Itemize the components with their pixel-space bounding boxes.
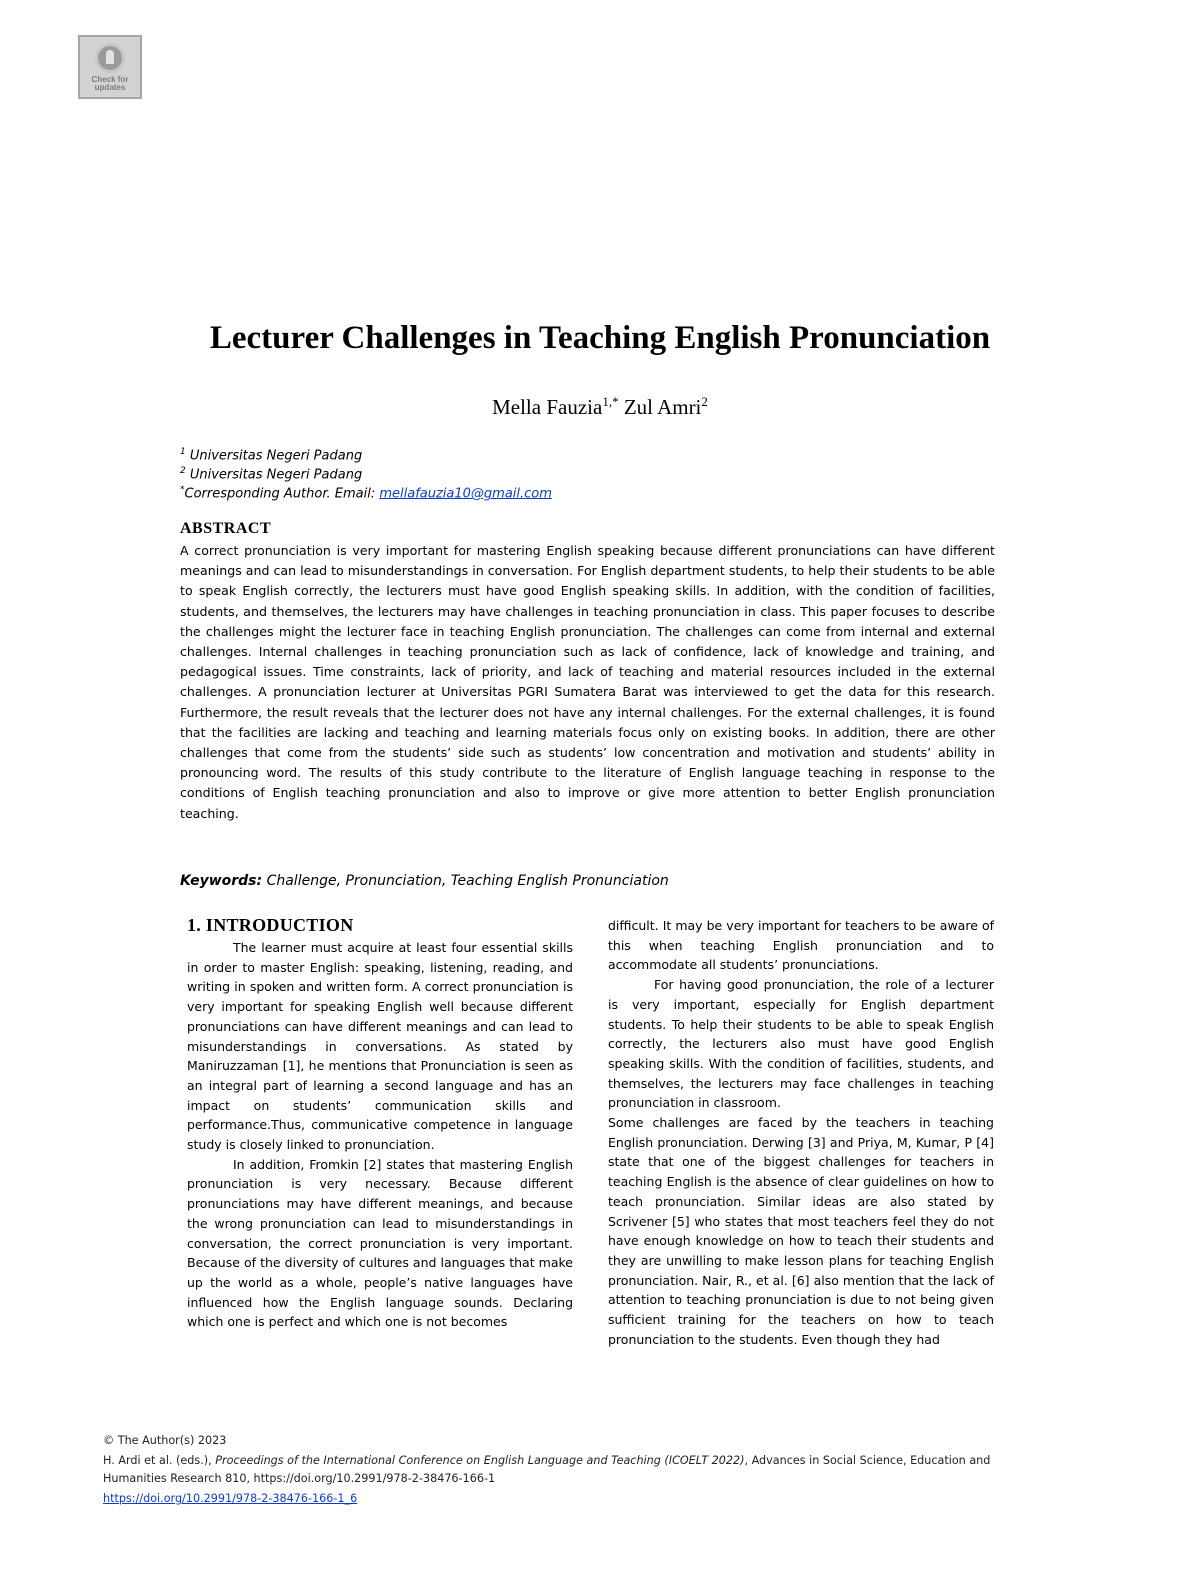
footer-copyright: © The Author(s) 2023 bbox=[103, 1434, 227, 1447]
corresponding-email-link[interactable]: mellafauzia10@gmail.com bbox=[379, 486, 552, 502]
intro-paragraph-1: The learner must acquire at least four essential skills in order to master English: speaking, listening, reading, and writing in spoken and written form. A correct pronunciation is very important for speaking English well because different pronunciations can have different meanings and can lead to misunderstandings in conversations. As stated by Maniruzzaman [1], he mentions that Pronunciation is seen as an integral part of learning a second language and has an impact on students’ communication skills and performance.Thus, communicative competence in language study is closely linked to pronunciation. bbox=[187, 940, 573, 1153]
left-column bbox=[187, 938, 573, 1332]
badge-line-1: Check for bbox=[91, 75, 129, 84]
section-heading-introduction: 1. INTRODUCTION bbox=[187, 915, 354, 935]
affiliation-2-sup: 2 bbox=[180, 466, 186, 476]
author-1-sup: 1,* bbox=[602, 394, 619, 409]
citation-proceedings: Proceedings of the International Conference on English Language and Teaching (ICOELT 2022) bbox=[215, 1454, 745, 1467]
author-line bbox=[100, 388, 1100, 421]
author-2: Zul Amri bbox=[618, 395, 702, 419]
corresponding-sup: * bbox=[180, 485, 185, 495]
footer-citation-line-2: Humanities Research 810, https://doi.org/10.2991/978-2-38476-166-1 bbox=[103, 1472, 496, 1485]
paper-title: Lecturer Challenges in Teaching English Pronunciation bbox=[209, 320, 991, 356]
doi-link[interactable]: https://doi.org/10.2991/978-2-38476-166-1_6 bbox=[103, 1492, 358, 1505]
keywords-line bbox=[180, 873, 669, 889]
footer-citation-line-1 bbox=[103, 1452, 990, 1469]
intro-paragraph-4: Some challenges are faced by the teachers in teaching English pronunciation. Derwing [3] and Priya, M, Kumar, P [4] state that one of the biggest challenges for teachers in teaching English is the absence of clear guidelines on how to teach pronunciation. Similar ideas are also stated by Scrivener [5] who states that most teachers feel they do not have enough knowledge on how to teach their students and they are unwilling to make lesson plans for teaching English pronunciation. Nair, R., et al. [6] also mention that the lack of attention to teaching pronunciation is due to not being given sufficient training for the teachers on how to teach pronunciation to the students. Even though they had bbox=[608, 1115, 994, 1347]
affiliation-2-text: Universitas Negeri Padang bbox=[185, 467, 363, 483]
abstract-text: A correct pronunciation is very important for mastering English speaking because different pronunciations can have different meanings and can lead to misunderstandings in conversation. For English department students, to help their students to be able to speak English correctly, the lecturers must have good English speaking skills. In addition, with the condition of facilities, students, and themselves, the lecturers may have challenges in teaching pronunciation in class. This paper focuses to describe the challenges might the lecturer face in teaching English pronunciation. The challenges can come from internal and external challenges. Internal challenges in teaching pronunciation such as lack of confidence, lack of knowledge and training, and pedagogical issues. Time constraints, lack of priority, and lack of teaching and material resources included in the external challenges. A pronunciation lecturer at Universitas PGRI Sumatera Barat was interviewed to get the data for this research. Furthermore, the result reveals that the lecturer does not have any internal challenges. For the external challenges, it is found that the facilities are lacking and teaching and learning materials focus only on existing books. In addition, there are other challenges that come from the students’ side such as students’ low concentration and motivation and students’ ability in pronouncing word. The results of this study contribute to the literature of English language teaching in response to the conditions of English teaching pronunciation and also to improve or give more attention to better English pronunciation teaching. bbox=[180, 543, 995, 821]
affiliation-1-text: Universitas Negeri Padang bbox=[185, 448, 363, 464]
corresponding-author bbox=[180, 481, 552, 503]
author-1: Mella Fauzia bbox=[492, 395, 603, 419]
citation-series: , Advances in Social Science, Education and bbox=[744, 1454, 991, 1467]
keywords-text: Challenge, Pronunciation, Teaching English Pronunciation bbox=[262, 873, 669, 889]
intro-paragraph-2-continued: difficult. It may be very important for teachers to be aware of this when teaching English pronunciation and to accommodate all students’ pronunciations. bbox=[608, 918, 994, 973]
footer-doi bbox=[103, 1490, 357, 1507]
corresponding-label: Corresponding Author. Email: bbox=[184, 486, 380, 502]
intro-paragraph-2: In addition, Fromkin [2] states that mastering English pronunciation is very necessary. Because different pronunciations may have different meanings, and because the wrong pronunciation can lead to misunderstandings in conversation, the correct pronunciation is very important. Because of the diversity of cultures and languages that make up the world as a whole, people’s native languages have influenced how the English language sounds. Declaring which one is perfect and which one is not becomes bbox=[187, 1156, 573, 1330]
check-for-updates-badge[interactable] bbox=[78, 35, 142, 99]
keywords-label: Keywords: bbox=[180, 873, 263, 889]
author-2-sup: 2 bbox=[701, 394, 708, 409]
citation-editors: H. Ardi et al. (eds.), bbox=[103, 1454, 216, 1467]
abstract-heading: ABSTRACT bbox=[180, 520, 272, 537]
badge-line-2: updates bbox=[94, 83, 126, 92]
affiliation-1-sup: 1 bbox=[180, 447, 186, 457]
right-column bbox=[608, 916, 994, 1349]
update-icon bbox=[95, 43, 125, 73]
intro-paragraph-3: For having good pronunciation, the role of a lecturer is very important, especially for English department students. To help their students to be able to speak English correctly, the lecturers also must have good English speaking skills. With the condition of facilities, students, and themselves, the lecturers may face challenges in teaching pronunciation in classroom. bbox=[608, 977, 994, 1111]
badge-label bbox=[82, 76, 138, 92]
